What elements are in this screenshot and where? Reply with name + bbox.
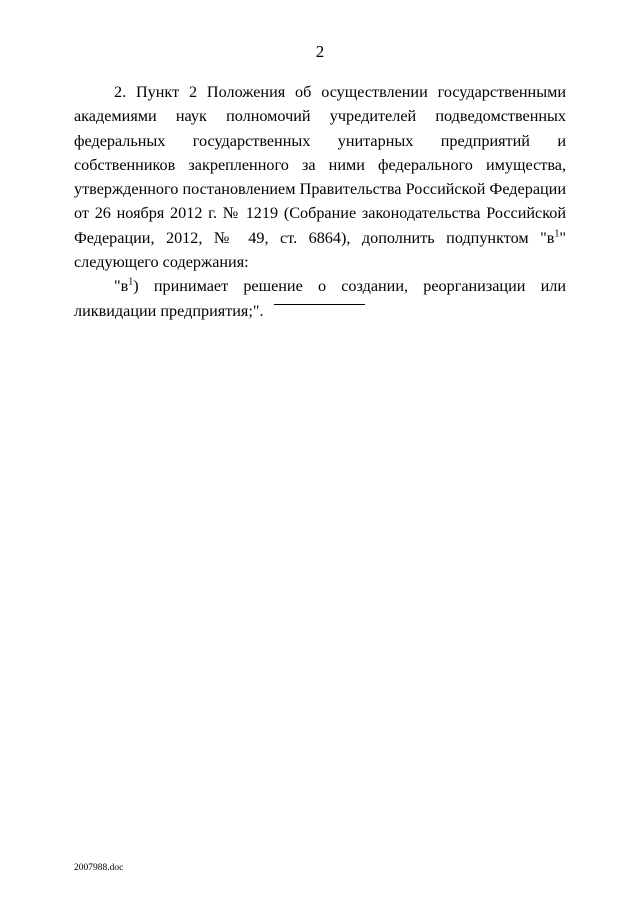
paragraph-amendment (74, 80, 566, 274)
paragraph-new-subitem-text: ) принимает решение о создании, реорганизации или ликвидации предприятия;". (74, 277, 566, 320)
footer-filename: 2007988.doc (74, 863, 124, 873)
paragraph-amendment-text: 2. Пункт 2 Положения об осуществлении государственными академиями наук полномочий учредителей подведомственных федеральных государственных унитарных предприятий и собственников закрепленного за ними федерального имущества, утвержденного постановлением Правительства Российской Федерации от 26 ноября 2012 г. № 1219 (Собрание законодательства Российской Федерации, 2012, № 49, ст. 6864), дополнить подпунктом "в (74, 83, 566, 247)
document-body (74, 80, 566, 323)
superscript-marker: 1 (128, 276, 134, 288)
paragraph-amendment-tail: " следующего содержания: (74, 228, 566, 272)
superscript-marker: 1 (554, 228, 560, 240)
end-divider-line (274, 304, 365, 305)
paragraph-new-subitem (74, 274, 566, 323)
page-number: 2 (315, 42, 325, 61)
paragraph-new-subitem-open: "в (114, 277, 129, 296)
